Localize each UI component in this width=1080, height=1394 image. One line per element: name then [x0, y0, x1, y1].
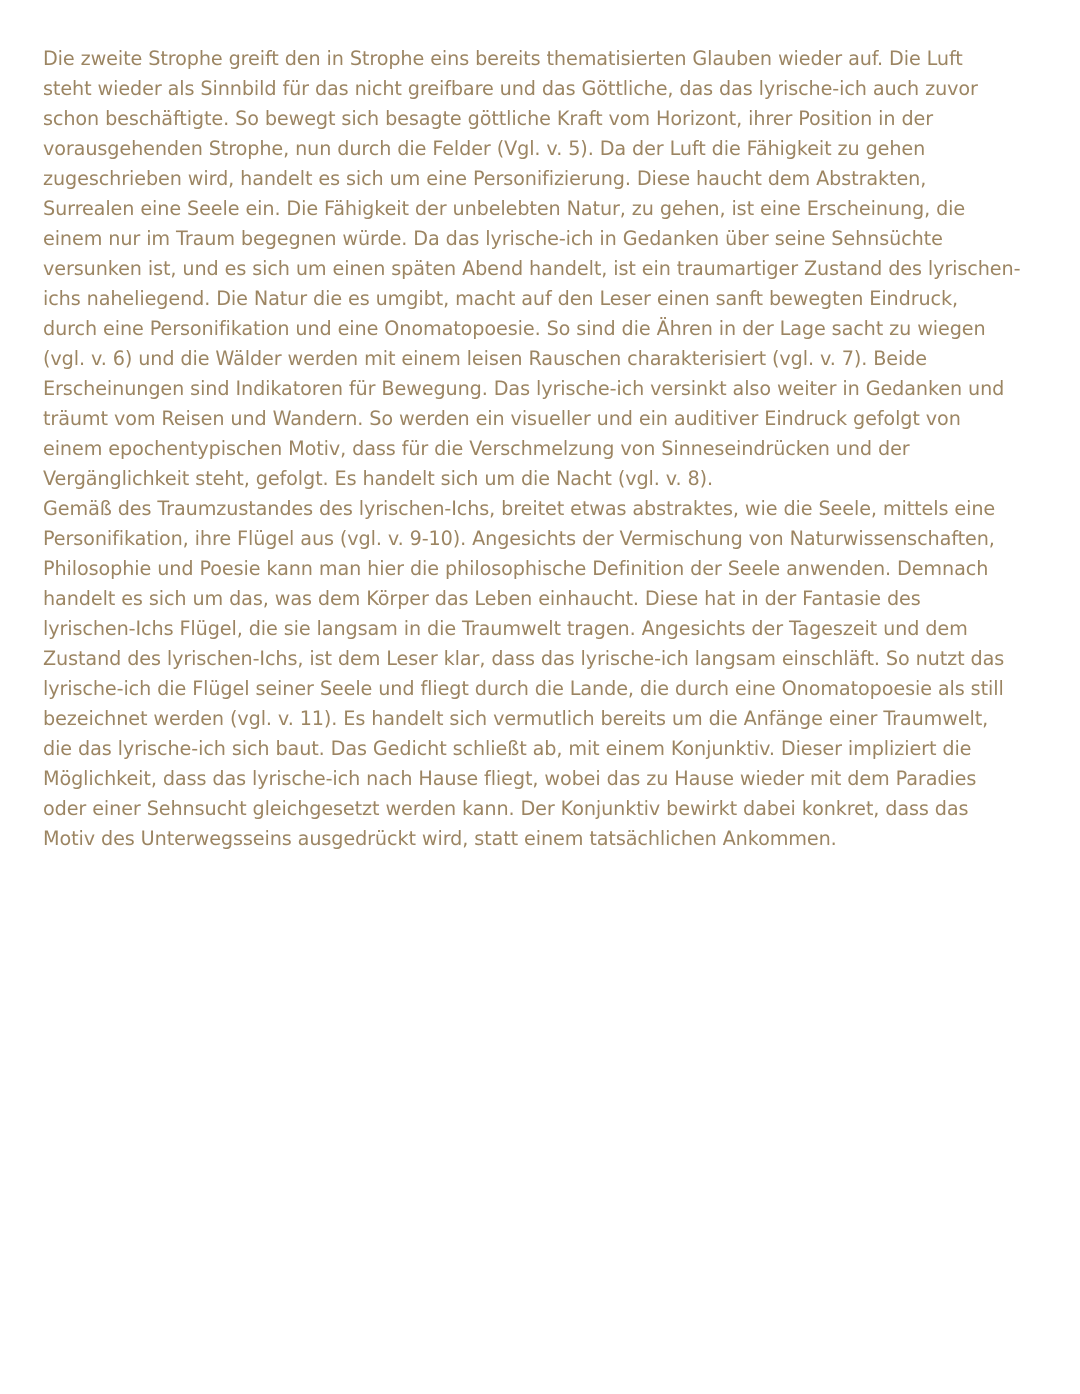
text-line: versunken ist, und es sich um einen späten Abend handelt, ist ein traumartiger Zustand des lyrischen-: [43, 257, 1021, 280]
text-line: vorausgehenden Strophe, nun durch die Felder (Vgl. v. 5). Da der Luft die Fähigkeit zu gehen: [43, 137, 926, 160]
text-line: Gemäß des Traumzustandes des lyrischen-Ichs, breitet etwas abstraktes, wie die Seele, mittels eine: [43, 497, 996, 520]
text-line: die das lyrische-ich sich baut. Das Gedicht schließt ab, mit einem Konjunktiv. Dieser impliziert die: [43, 737, 972, 760]
text-line: Vergänglichkeit steht, gefolgt. Es handelt sich um die Nacht (vgl. v. 8).: [43, 467, 714, 490]
text-line: ichs naheliegend. Die Natur die es umgibt, macht auf den Leser einen sanft bewegten Eindruck,: [43, 287, 958, 310]
text-line: träumt vom Reisen und Wandern. So werden ein visueller und ein auditiver Eindruck gefolgt von: [43, 407, 961, 430]
text-line: Personifikation, ihre Flügel aus (vgl. v. 9-10). Angesichts der Vermischung von Naturwissenschaften,: [43, 527, 995, 550]
text-line: (vgl. v. 6) und die Wälder werden mit einem leisen Rauschen charakterisiert (vgl. v. 7). Beide: [43, 347, 927, 370]
text-line: lyrische-ich die Flügel seiner Seele und fliegt durch die Lande, die durch eine Onomatopoesie als still: [43, 677, 1004, 700]
text-line: Erscheinungen sind Indikatoren für Bewegung. Das lyrische-ich versinkt also weiter in Gedanken und: [43, 377, 1005, 400]
text-line: zugeschrieben wird, handelt es sich um eine Personifizierung. Diese haucht dem Abstrakten,: [43, 167, 927, 190]
text-line: bezeichnet werden (vgl. v. 11). Es handelt sich vermutlich bereits um die Anfänge einer Traumwelt,: [43, 707, 989, 730]
document-page: [43, 44, 1063, 854]
text-line: lyrischen-Ichs Flügel, die sie langsam in die Traumwelt tragen. Angesichts der Tageszeit und dem: [43, 617, 968, 640]
text-line: schon beschäftigte. So bewegt sich besagte göttliche Kraft vom Horizont, ihrer Position in der: [43, 107, 934, 130]
text-line: Surrealen eine Seele ein. Die Fähigkeit der unbelebten Natur, zu gehen, ist eine Erscheinung, die: [43, 197, 966, 220]
text-line: oder einer Sehnsucht gleichgesetzt werden kann. Der Konjunktiv bewirkt dabei konkret, dass das: [43, 797, 969, 820]
text-line: Die zweite Strophe greift den in Strophe eins bereits thematisierten Glauben wieder auf. Die Luft: [43, 47, 963, 70]
text-line: handelt es sich um das, was dem Körper das Leben einhaucht. Diese hat in der Fantasie des: [43, 587, 921, 610]
text-line: Möglichkeit, dass das lyrische-ich nach Hause fliegt, wobei das zu Hause wieder mit dem Paradies: [43, 767, 977, 790]
text-line: Motiv des Unterwegsseins ausgedrückt wird, statt einem tatsächlichen Ankommen.: [43, 827, 837, 850]
text-line: einem epochentypischen Motiv, dass für die Verschmelzung von Sinneseindrücken und der: [43, 437, 910, 460]
text-line: einem nur im Traum begegnen würde. Da das lyrische-ich in Gedanken über seine Sehnsüchte: [43, 227, 943, 250]
paragraph: [43, 494, 1063, 854]
text-line: durch eine Personifikation und eine Onomatopoesie. So sind die Ähren in der Lage sacht zu wiegen: [43, 317, 986, 340]
text-line: Philosophie und Poesie kann man hier die philosophische Definition der Seele anwenden. Demnach: [43, 557, 989, 580]
text-line: Zustand des lyrischen-Ichs, ist dem Leser klar, dass das lyrische-ich langsam einschläft. So nutzt das: [43, 647, 1005, 670]
text-line: steht wieder als Sinnbild für das nicht greifbare und das Göttliche, das das lyrische-ich auch zuvor: [43, 77, 978, 100]
paragraph: [43, 44, 1063, 494]
